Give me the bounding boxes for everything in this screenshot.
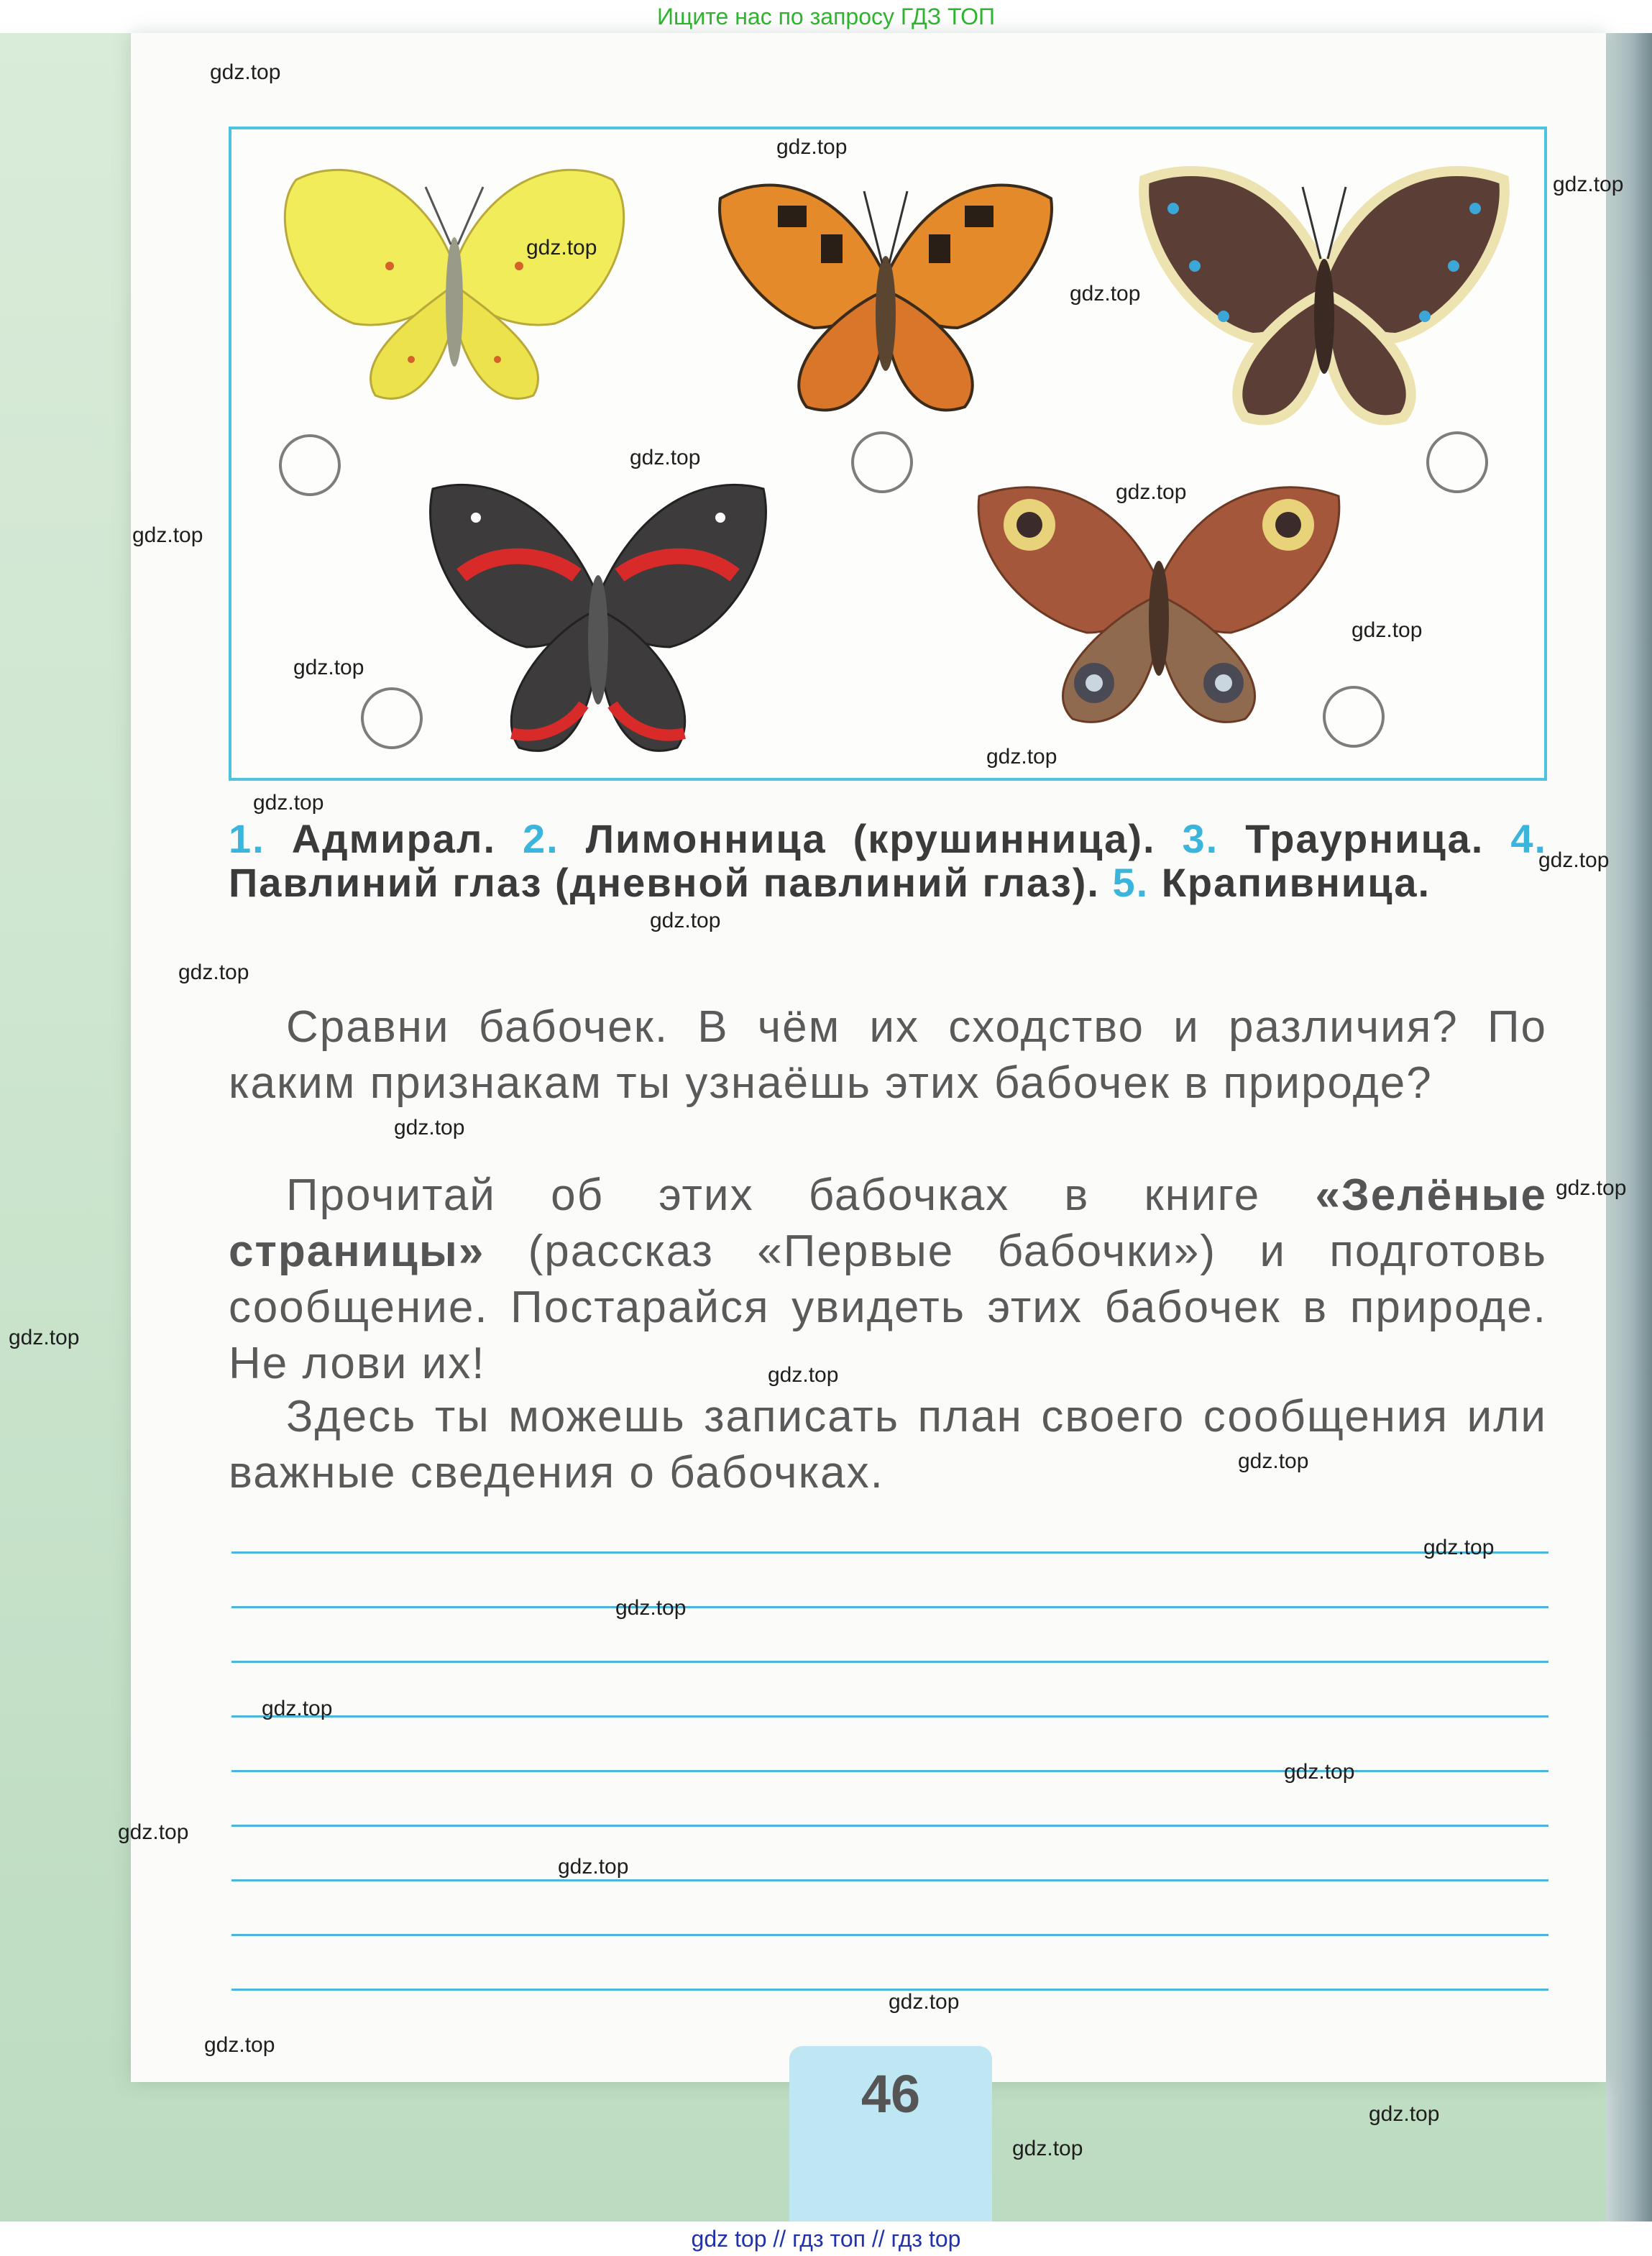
watermark: gdz.top [1538,848,1610,872]
watermark: gdz.top [253,791,324,815]
watermark: gdz.top [768,1363,839,1387]
task-paragraph-write: Здесь ты можешь записать план своего сообщения или важные сведения о бабочках. [229,1392,1547,1498]
writing-line[interactable] [231,1934,1548,1936]
watermark: gdz.top [293,656,364,679]
watermark: gdz.top [132,523,203,547]
butterfly-red-admiral-image [411,467,785,769]
answer-number: 4. [1510,816,1548,861]
top-banner[interactable]: Ищите нас по запросу ГДЗ ТОП [0,0,1652,33]
writing-line[interactable] [231,1879,1548,1881]
answer-text [229,817,1547,904]
watermark: gdz.top [1423,1536,1495,1559]
answer-circle-4[interactable] [361,687,423,749]
writing-line[interactable] [231,1661,1548,1663]
watermark: gdz.top [526,236,597,260]
writing-line[interactable] [231,1825,1548,1827]
watermark: gdz.top [262,1697,333,1720]
bottom-banner[interactable]: gdz top // гдз топ // гдз top [0,2221,1652,2256]
watermark: gdz.top [204,2033,275,2057]
watermark: gdz.top [210,60,281,84]
answer-item: Траурница. [1245,816,1484,861]
answer-circle-3[interactable] [1426,431,1488,493]
watermark: gdz.top [1352,618,1423,642]
watermark: gdz.top [630,446,701,469]
butterfly-photo-box [229,127,1547,781]
book-binding [1606,33,1652,2221]
watermark: gdz.top [615,1596,687,1620]
watermark: gdz.top [178,960,249,984]
butterfly-peacock-image [965,467,1353,740]
answer-number: 2. [523,816,559,861]
task-paragraph-read: Прочитай об этих бабочках в книге «Зелёные страницы» (рассказ «Первые бабочки») и подготовь сообщение. Постарайся увидеть этих бабочек в природе. Не лови их! [229,1170,1547,1388]
answer-circle-5[interactable] [1323,686,1385,748]
answer-item: Адмирал. [291,816,497,861]
answer-item: Лимонница (крушинница). [585,816,1156,861]
watermark: gdz.top [889,1990,960,2014]
answer-item: Крапивница. [1161,860,1431,905]
butterfly-brimstone-image [267,158,641,417]
watermark: gdz.top [1369,2102,1440,2126]
answer-circle-2[interactable] [851,431,913,493]
answer-number: 1. [229,816,265,861]
watermark: gdz.top [9,1326,80,1349]
butterfly-tortoiseshell-image [699,155,1073,428]
watermark: gdz.top [986,745,1057,769]
answer-circle-1[interactable] [279,434,341,496]
writing-line[interactable] [231,1606,1548,1608]
answer-number: 5. [1112,860,1149,905]
watermark: gdz.top [1238,1449,1309,1473]
answer-number: 3. [1182,816,1219,861]
watermark: gdz.top [1553,173,1624,196]
page-number: 46 [861,2064,921,2124]
watermark: gdz.top [558,1855,629,1879]
watermark: gdz.top [1556,1176,1627,1200]
watermark: gdz.top [118,1820,189,1844]
task-paragraph-compare: Сравни бабочек. В чём их сходство и различия? По каким признакам ты узнаёшь этих бабочек в природе? [229,1002,1547,1108]
watermark: gdz.top [1070,282,1141,306]
writing-line[interactable] [231,1715,1548,1718]
answer-item: Павлиний глаз (дневной павлиний глаз). [229,860,1100,905]
watermark: gdz.top [394,1116,465,1140]
watermark: gdz.top [1116,480,1187,504]
watermark: gdz.top [1284,1760,1355,1784]
watermark: gdz.top [776,135,848,159]
butterfly-mourning-cloak-image [1130,151,1518,439]
book-title: «Зелёные страницы» [229,1170,1547,1276]
watermark: gdz.top [650,909,721,932]
writing-line[interactable] [231,1551,1548,1554]
watermark: gdz.top [1012,2137,1083,2160]
